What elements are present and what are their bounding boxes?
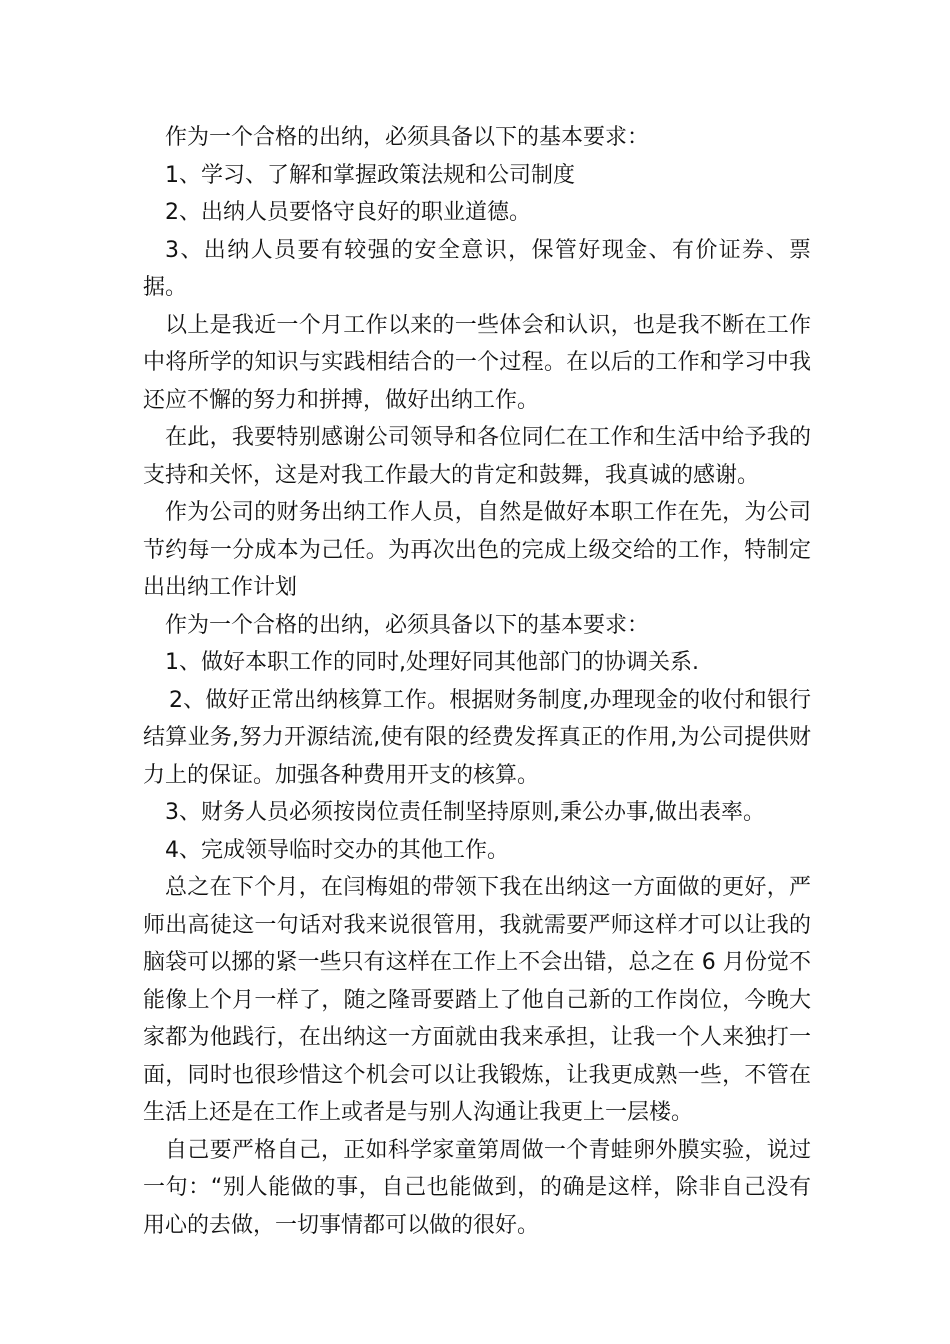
paragraph-requirements-intro-2: 作为一个合格的出纳，必须具备以下的基本要求：: [165, 612, 650, 638]
list-item-plan-2: 2、做好正常出纳核算工作。根据财务制度,办理现金的收付和银行结算业务,努力开源结流,使有限的经费发挥真正的作用,为公司提供财力上的保证。加强各种费用开支的核算。: [143, 687, 811, 788]
list-item-plan-3: 3、财务人员必须按岗位责任制坚持原则,秉公办事,做出表率。: [165, 800, 765, 825]
paragraph-self-discipline: 自己要严格自己，正如科学家童第周做一个青蛙卵外膜实验，说过一句：“别人能做的事，自己也能做到，的确是这样，除非自己没有用心的去做，一切事情都可以做的很好。: [143, 1137, 811, 1238]
list-item-plan-4: 4、完成领导临时交办的其他工作。: [165, 837, 509, 863]
list-item-1: 1、学习、了解和掌握政策法规和公司制度: [165, 162, 575, 188]
paragraph-work-plan: 作为公司的财务出纳工作人员，自然是做好本职工作在先，为公司节约每一分成本为己任。为再次出色的完成上级交给的工作，特制定出出纳工作计划: [143, 500, 811, 600]
list-item-3: 3、出纳人员要有较强的安全意识，保管好现金、有价证券、票据。: [143, 237, 811, 300]
paragraph-requirements-intro: 作为一个合格的出纳，必须具备以下的基本要求：: [165, 125, 650, 150]
paragraph-next-month: 总之在下个月，在闫梅姐的带领下我在出纳这一方面做的更好，严师出高徒这一句话对我来说很管用，我就需要严师这样才可以让我的脑袋可以捓的紧一些只有这样在工作上不会出错，总之在 6 月份觉不能像上个月一样了，随之隆哥要踏上了他自己新的工作岗位，今晚大家都为他践行，在出纳这一方面就由我来承担，让我一个人来独打一面，同时也很珍惜这个机会可以让我锻炼，让我更成熟一些，不管在生活上还是在工作上或者是与别人沟通让我更上一层楼。: [143, 875, 811, 1125]
paragraph-summary: 以上是我近一个月工作以来的一些体会和认识，也是我不断在工作中将所学的知识与实践相结合的一个过程。在以后的工作和学习中我还应不懈的努力和拼搏，做好出纳工作。: [143, 312, 811, 413]
list-item-2: 2、出纳人员要恪守良好的职业道德。: [165, 200, 531, 225]
paragraph-thanks: 在此，我要特别感谢公司领导和各位同仁在工作和生活中给予我的支持和关怀，这是对我工作最大的肯定和鼓舞，我真诚的感谢。: [143, 425, 811, 488]
list-item-plan-1: 1、做好本职工作的同时,处理好同其他部门的协调关系.: [165, 650, 699, 675]
document-body: [143, 119, 811, 1244]
